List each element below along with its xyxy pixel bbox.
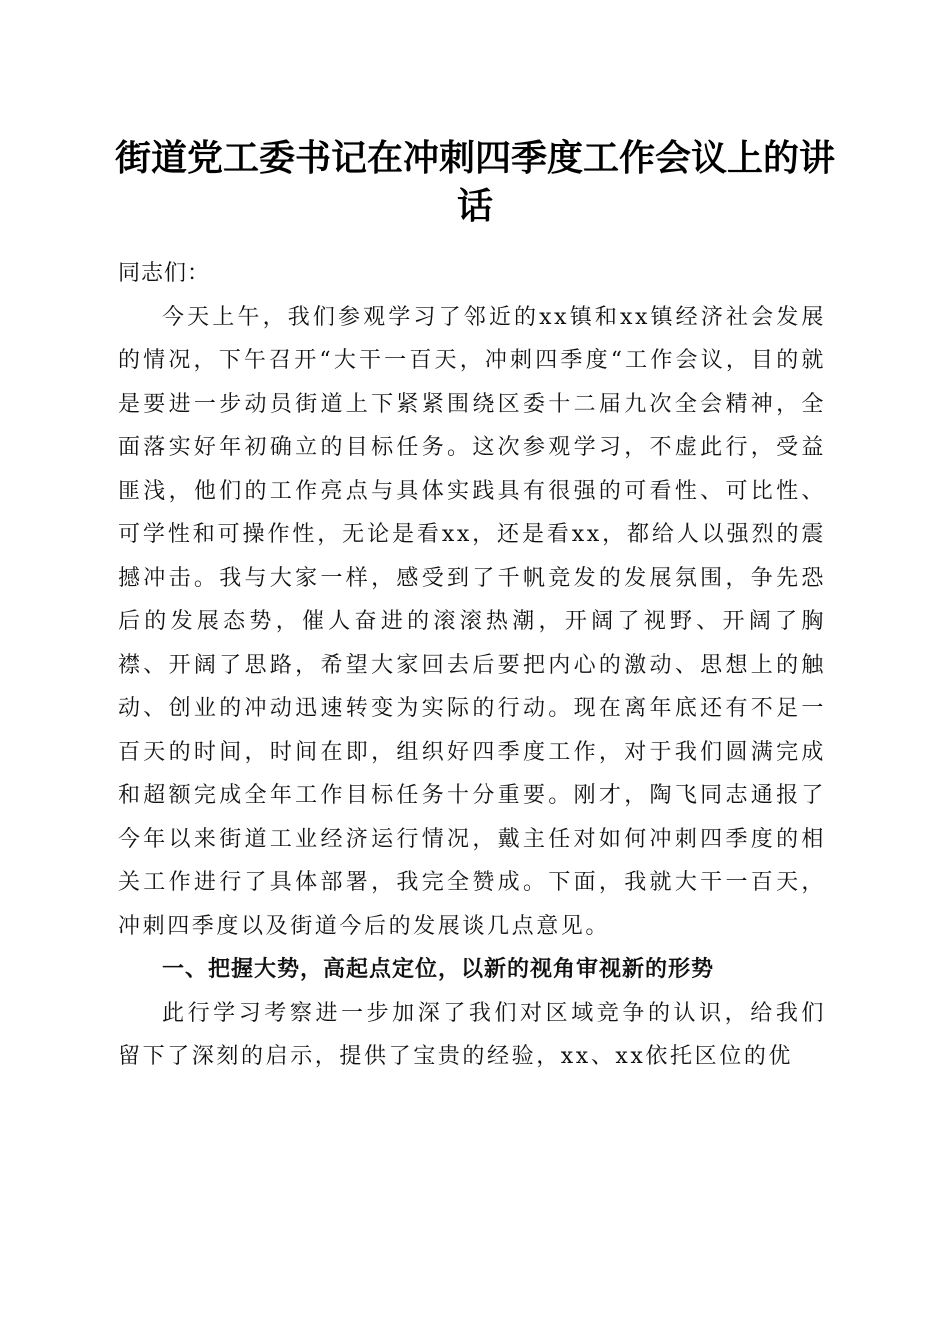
section-heading-1: 一、把握大势，高起点定位，以新的视角审视新的形势 — [162, 957, 715, 982]
salutation: 同志们： — [118, 261, 211, 286]
document-title: 街道党工委书记在冲刺四季度工作会议上的讲话 — [114, 137, 835, 227]
document-body — [118, 252, 826, 1079]
paragraph-section-1: 此行学习考察进一步加深了我们对区域竞争的认识，给我们留下了深刻的启示，提供了宝贵的经验，xx、xx依托区位的优 — [118, 1000, 826, 1069]
paragraph-opening: 今天上午，我们参观学习了邻近的xx镇和xx镇经济社会发展的情况，下午召开“大干一百天，冲刺四季度“工作会议，目的就是要进一步动员街道上下紧紧围绕区委十二届九次全会精神，全面落实好年初确立的目标任务。这次参观学习，不虚此行，受益匪浅，他们的工作亮点与具体实践具有很强的可看性、可比性、可学性和可操作性，无论是看xx，还是看xx，都给人以强烈的震撼冲击。我与大家一样，感受到了千帆竞发的发展氛围，争先恐后的发展态势，催人奋进的滚滚热潮，开阔了视野、开阔了胸襟、开阔了思路，希望大家回去后要把内心的激动、思想上的触动、创业的冲动迅速转变为实际的行动。现在离年底还有不足一百天的时间，时间在即，组织好四季度工作，对于我们圆满完成和超额完成全年工作目标任务十分重要。刚才，陶飞同志通报了今年以来街道工业经济运行情况，戴主任对如何冲刺四季度的相关工作进行了具体部署，我完全赞成。下面，我就大干一百天，冲刺四季度以及街道今后的发展谈几点意见。 — [118, 304, 826, 939]
